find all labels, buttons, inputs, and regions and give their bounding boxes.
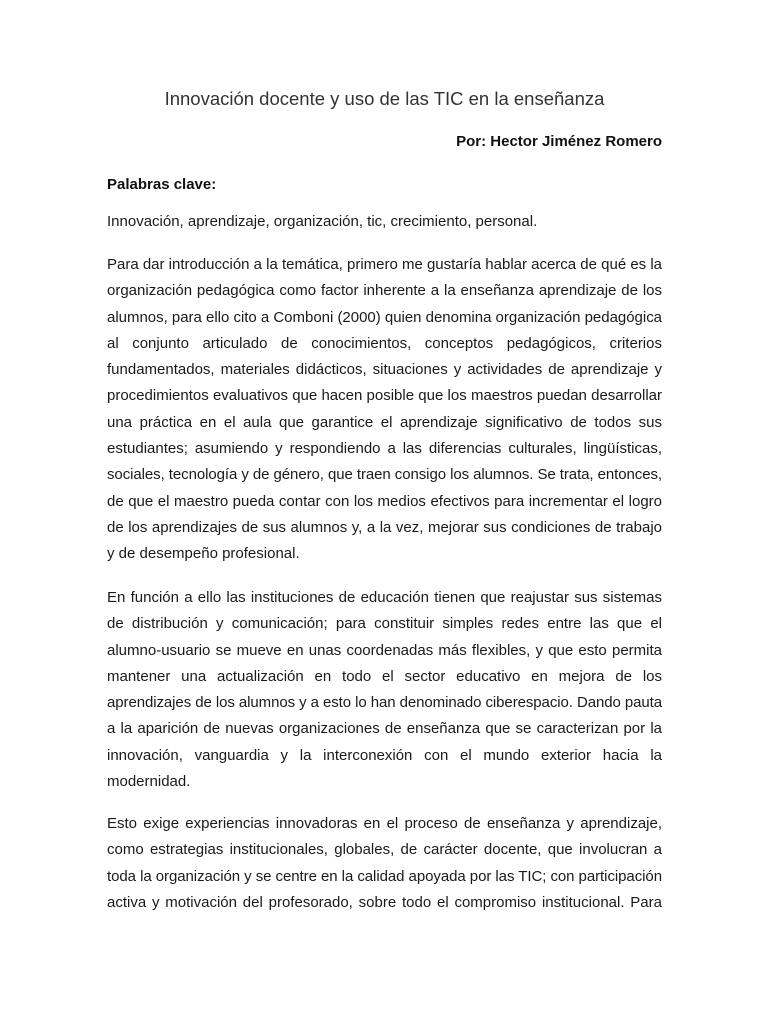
- paragraph-line: mantener una actualización en todo el sector educativo en mejora de los: [107, 667, 662, 685]
- paragraph-line: y de desempeño profesional.: [107, 545, 300, 563]
- paragraph-line: alumno-usuario se mueve en unas coordenadas más flexibles, y que esto permita: [107, 641, 662, 659]
- paragraph-line: toda la organización y se centre en la calidad apoyada por las TIC; con participación: [107, 867, 662, 885]
- paragraph-line: a la aparición de nuevas organizaciones de enseñanza que se caracterizan por la: [107, 720, 662, 738]
- paragraph-line: En función a ello las instituciones de educación tienen que reajustar sus sistemas: [107, 589, 662, 606]
- paragraph-line: estudiantes; asumiendo y respondiendo a las diferencias culturales, lingüísticas,: [107, 440, 662, 458]
- keywords-heading: Palabras clave:: [107, 176, 217, 193]
- paragraph-line: alumnos, para ello cito a Comboni (2000) quien denomina organización pedagógica: [107, 308, 663, 326]
- paragraph-line: de distribución y comunicación; para constituir simples redes entre las que el: [107, 615, 662, 633]
- paragraph-line: de que el maestro pueda contar con los medios efectivos para incrementar el logro: [107, 492, 662, 510]
- body-paragraph-3: [107, 811, 662, 916]
- paragraph-line: activa y motivación del profesorado, sobre todo el compromiso institucional. Para: [107, 893, 662, 911]
- paragraph-line: fundamentados, materiales didácticos, situaciones y actividades de aprendizaje y: [107, 361, 662, 379]
- author-line: Por: Hector Jiménez Romero: [456, 133, 662, 150]
- paragraph-line: modernidad.: [107, 773, 191, 791]
- paragraph-line: al conjunto articulado de conocimientos, conceptos pedagógicos, criterios: [107, 334, 662, 352]
- paragraph-line: aprendizajes de los alumnos y a esto lo han denominado ciberespacio. Dando pauta: [107, 694, 662, 712]
- body-paragraph-2: [107, 585, 662, 795]
- paragraph-line: organización pedagógica como factor inherente a la enseñanza aprendizaje de los: [107, 282, 662, 300]
- paragraph-line: Esto exige experiencias innovadoras en el proceso de enseñanza y aprendizaje,: [107, 815, 662, 832]
- keywords-list: Innovación, aprendizaje, organización, tic, crecimiento, personal.: [107, 213, 538, 230]
- paragraph-line: procedimientos evaluativos que hacen posible que los maestros puedan desarrollar: [107, 387, 662, 405]
- paragraph-line: de los aprendizajes de sus alumnos y, a la vez, mejorar sus condiciones de trabajo: [107, 518, 662, 536]
- paragraph-line: como estrategias institucionales, globales, de carácter docente, que involucran a: [107, 841, 662, 859]
- paragraph-line: una práctica en el aula que garantice el aprendizaje significativo de todos sus: [107, 413, 662, 431]
- paragraph-line: innovación, vanguardia y la interconexión con el mundo exterior hacia la: [107, 746, 662, 764]
- paragraph-line: sociales, tecnología y de género, que traen consigo los alumnos. Se trata, entonces,: [107, 466, 662, 484]
- body-paragraph-1: [107, 252, 662, 568]
- document-title: Innovación docente y uso de las TIC en la enseñanza: [164, 88, 605, 109]
- paragraph-line: Para dar introducción a la temática, primero me gustaría hablar acerca de qué es la: [107, 256, 662, 273]
